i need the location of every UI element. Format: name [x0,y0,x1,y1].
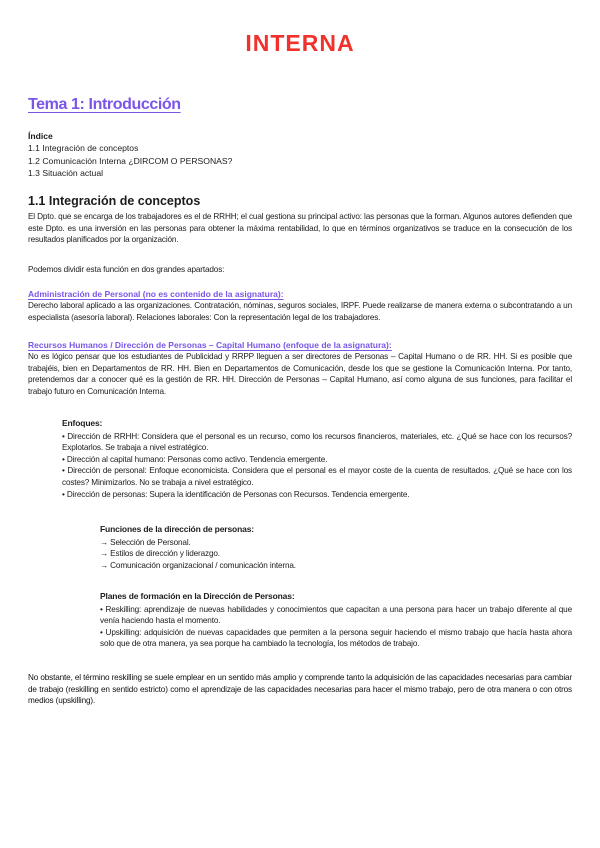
funcion-item: → Comunicación organizacional / comunicación interna. [100,560,296,570]
enfoque-item: • Dirección de RRHH: Considera que el personal es un recurso, como los recursos financieros, materiales, etc. ¿Qué se hace con los recursos? Explotarlos. Se trabaja a nivel estratégico. [62,431,572,453]
enfoque-item: • Dirección al capital humano: Personas como activo. Tendencia emergente. [62,454,328,464]
index-heading: Índice [28,131,53,141]
divide-paragraph: Podemos dividir esta función en dos grandes apartados: [28,265,225,274]
enfoques-heading: Enfoques: [62,418,103,428]
plan-item: • Reskilling: aprendizaje de nuevas habilidades y conocimientos que capacitan a una persona para hacer un trabajo diferente al que venía haciendo hasta el momento. [100,604,572,626]
rrhh-heading: Recursos Humanos / Dirección de Personas – Capital Humano (enfoque de la asignatura): [28,340,392,350]
intro-paragraph: El Dpto. que se encarga de los trabajadores es el de RRHH; el cual gestiona su principal activo: las personas que la forman. Algunos autores defienden que este Dpto. es una inversión en las personas para obtener la máxima rentabilidad, lo que en términos organizativos se traduce en la consecución de los resultados planificados por la organización. [28,212,572,245]
funcion-item: → Estilos de dirección y liderazgo. [100,549,220,559]
section-title: 1.1 Integración de conceptos [28,194,201,208]
planes-block [100,591,572,650]
planes-heading: Planes de formación en la Dirección de Personas: [100,591,295,601]
header-title: INTERNA [245,30,355,56]
doc-title: Tema 1: Introducción [28,96,181,113]
admin-paragraph: Derecho laboral aplicado a las organizaciones. Contratación, nóminas, seguros sociales, IRPF. Puede realizarse de manera externa o subcontratando a un especialista (asesoría laboral). Relaciones laborales: Con la representación legal de los trabajadores. [28,301,572,322]
rrhh-paragraph: No es lógico pensar que los estudiantes de Publicidad y RRPP lleguen a ser directores de Personas – Capital Humano o de RR. HH. Si es posible que trabajéis, bien en Departamentos de RR. HH. Bien en Departamentos de Comunicación, desde los que se gestione la Comunicación Interna. Por tanto, pretendemos dar a conocer qué es la gestión de RR. HH. Dirección de Personas – Capital Humano, así como alguna de sus funciones, para facilitar el trabajo futuro en Comunicación Interna. [28,352,572,396]
admin-heading: Administración de Personal (no es contenido de la asignatura): [28,289,284,299]
enfoque-item: • Dirección de personal: Enfoque economicista. Considera que el personal es el mayor coste de la cuenta de resultados. ¿Qué se hace con los costes? Minimizarlos. No se trabaja a nivel estratégico. [62,466,572,487]
index-item: 1.1 Integración de conceptos [28,143,139,154]
funciones-heading: Funciones de la dirección de personas: [100,524,254,534]
index-block [28,130,232,180]
enfoque-item: • Dirección de personas: Supera la identificación de Personas con Recursos. Tendencia emergente. [62,489,410,499]
index-item: 1.2 Comunicación Interna ¿DIRCOM O PERSONAS? [28,155,233,166]
closing-paragraph: No obstante, el término reskilling se suele emplear en un sentido más amplio y comprende tanto la adquisición de las capacidades necesarias para cambiar de trabajo (reskilling en sentido estricto) como el aprendizaje de las capacidades necesarias para hacer el mismo trabajo, pero de otra manera o con otros medios (upskilling). [28,673,572,706]
funcion-item: → Selección de Personal. [100,537,191,547]
funciones-block [100,524,572,571]
plan-item: • Upskilling: adquisición de nuevas capacidades que permiten a la persona seguir haciendo el mismo trabajo que hacía hasta ahora solo que de otra manera, ya sea porque ha cambiado la tecnología, los métodos de trabajo. [100,627,572,649]
enfoques-block [62,418,572,500]
index-item: 1.3 Situación actual [28,168,104,179]
